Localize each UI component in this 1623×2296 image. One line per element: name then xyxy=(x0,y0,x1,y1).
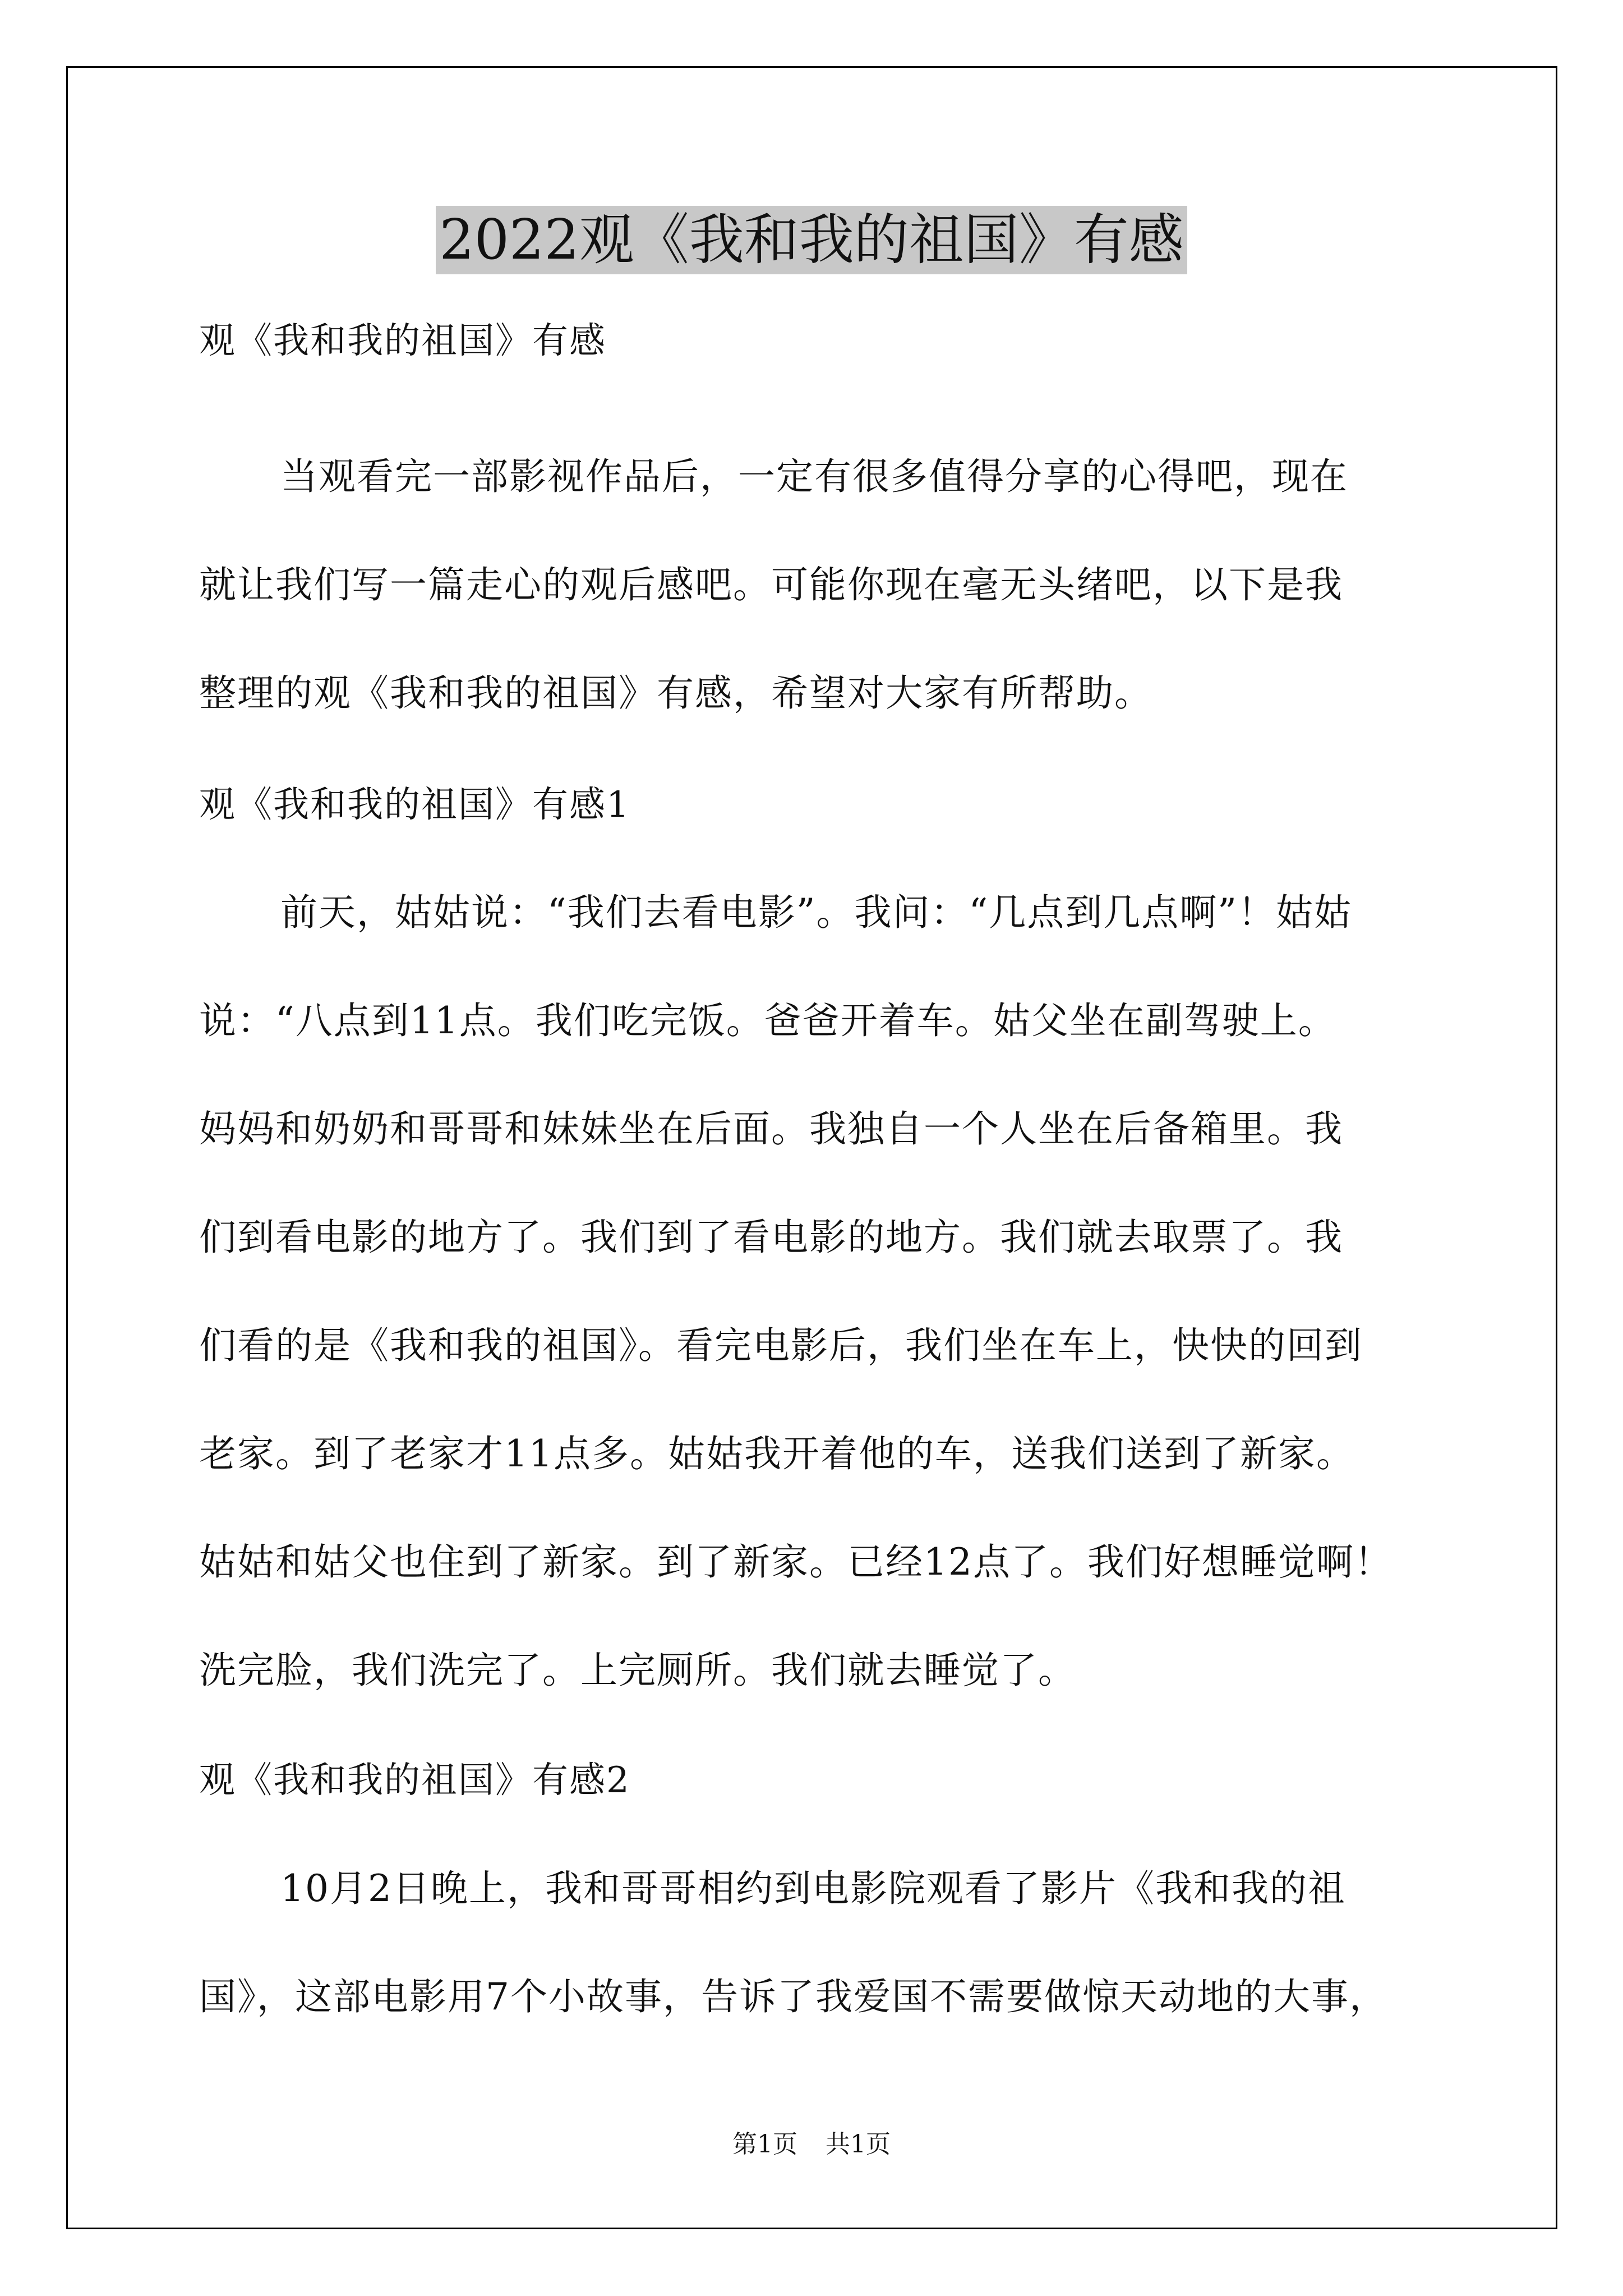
page-footer xyxy=(0,2129,1623,2160)
paragraph-line: 老家。到了老家才11点多。姑姑我开着他的车，送我们送到了新家。 xyxy=(199,1432,1354,1475)
page-number: 第1页 xyxy=(732,2130,797,2159)
paragraph-line: 10月2日晚上，我和哥哥相约到电影院观看了影片《我和我的祖 xyxy=(280,1867,1346,1910)
paragraph-line: 当观看完一部影视作品后，一定有很多值得分享的心得吧，现在 xyxy=(280,455,1348,498)
paragraph-line: 就让我们写一篇走心的观后感吧。可能你现在毫无头绪吧，以下是我 xyxy=(199,563,1343,606)
paragraph-line: 妈妈和奶奶和哥哥和妹妹坐在后面。我独自一个人坐在后备箱里。我 xyxy=(199,1107,1343,1151)
section-heading-1: 观《我和我的祖国》有感1 xyxy=(199,784,630,826)
document-title xyxy=(0,206,1623,274)
page-total: 共1页 xyxy=(826,2130,891,2159)
section-heading-intro: 观《我和我的祖国》有感 xyxy=(199,320,606,362)
document-title-text: 2022观《我和我的祖国》有感 xyxy=(436,206,1187,274)
paragraph-line: 们看的是《我和我的祖国》。看完电影后，我们坐在车上，快快的回到 xyxy=(199,1324,1363,1367)
section-heading-2: 观《我和我的祖国》有感2 xyxy=(199,1760,630,1801)
paragraph-line: 们到看电影的地方了。我们到了看电影的地方。我们就去取票了。我 xyxy=(199,1216,1343,1259)
paragraph-line: 前天，姑姑说：“我们去看电影”。我问：“几点到几点啊”！姑姑 xyxy=(280,891,1352,934)
paragraph-line: 洗完脸，我们洗完了。上完厕所。我们就去睡觉了。 xyxy=(199,1649,1076,1692)
paragraph-line: 姑姑和姑父也住到了新家。到了新家。已经12点了。我们好想睡觉啊！ xyxy=(199,1540,1393,1584)
paragraph-line: 整理的观《我和我的祖国》有感，希望对大家有所帮助。 xyxy=(199,671,1152,715)
paragraph-line: 说：“八点到11点。我们吃完饭。爸爸开着车。姑父坐在副驾驶上。 xyxy=(199,999,1336,1042)
paragraph-line: 国》，这部电影用7个小故事，告诉了我爱国不需要做惊天动地的大事， xyxy=(199,1975,1387,2018)
